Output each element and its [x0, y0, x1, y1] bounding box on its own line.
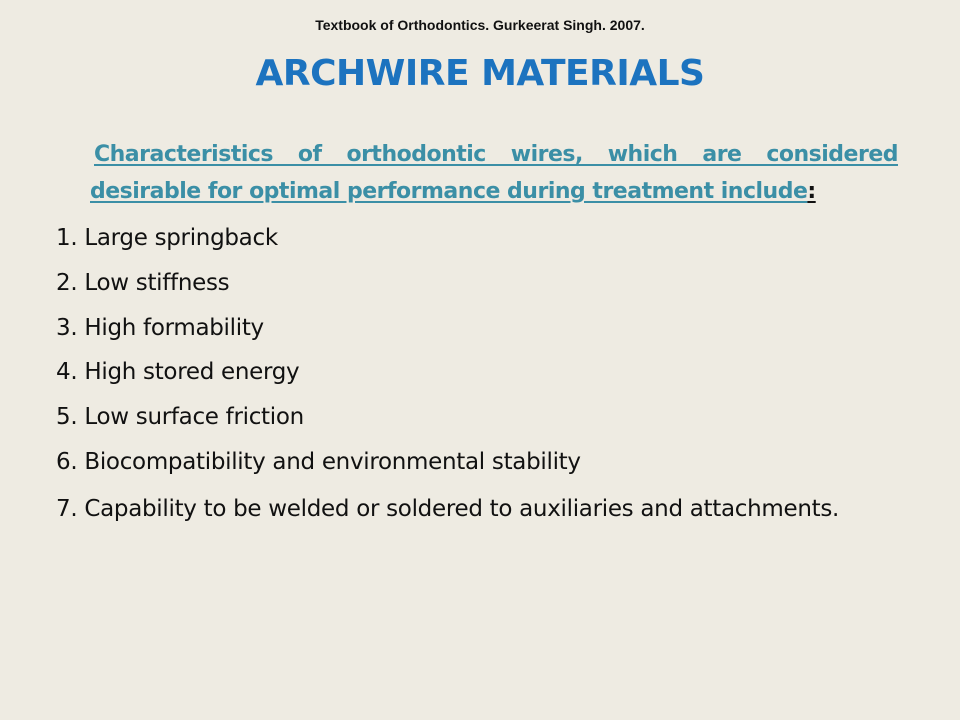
list-item-springback: 1. Large springback — [56, 225, 278, 251]
list-item-stored-energy: 4. High stored energy — [56, 359, 300, 386]
citation: Textbook of Orthodontics. Gurkeerat Singh. 2007. — [315, 17, 645, 33]
intro-colon: : — [807, 179, 816, 204]
slide-title: ARCHWIRE MATERIALS — [255, 53, 705, 94]
characteristics-list — [56, 220, 916, 538]
intro-paragraph — [90, 136, 898, 210]
list-item-surface-friction: 5. Low surface friction — [56, 404, 304, 431]
list-item-stiffness: 2. Low stiffness — [56, 269, 230, 296]
list-item-weldability: 7. Capability to be welded or soldered to auxiliaries and attachments. — [56, 495, 840, 522]
list-item-biocompatibility: 6. Biocompatibility and environmental stability — [56, 448, 581, 475]
intro-text: Characteristics of orthodontic wires, which are considered desirable for optimal performance during treatment include — [90, 142, 898, 204]
list-item-formability: 3. High formability — [56, 314, 264, 341]
